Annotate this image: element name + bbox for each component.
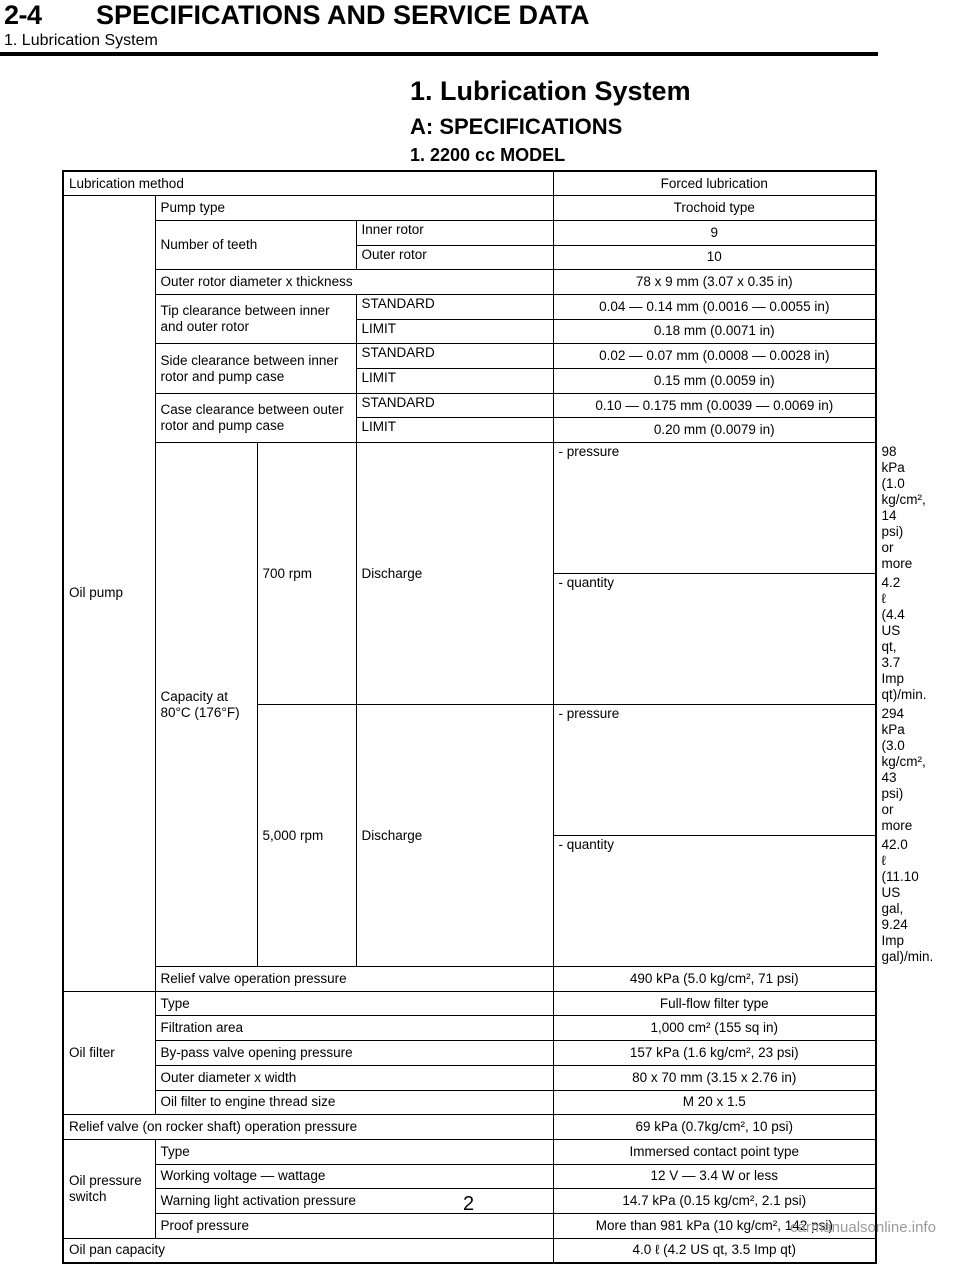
- spec-label: Filtration area: [155, 1016, 553, 1041]
- spec-value: M 20 x 1.5: [553, 1090, 876, 1115]
- sub-label: - quantity: [553, 836, 876, 967]
- rpm-700: 700 rpm: [262, 565, 313, 581]
- page-number: 2: [463, 1193, 475, 1215]
- specifications-heading: A: SPECIFICATIONS: [410, 114, 623, 139]
- spec-label: Relief valve (on rocker shaft) operation pressure: [63, 1115, 553, 1140]
- spec-value: 490 kPa (5.0 kg/cm², 71 psi): [553, 967, 876, 992]
- spec-value: 78 x 9 mm (3.07 x 0.35 in): [553, 270, 876, 295]
- rpm-label: [257, 705, 356, 967]
- table-row: [63, 1065, 876, 1090]
- spec-value: Immersed contact point type: [553, 1139, 876, 1164]
- spec-value: 69 kPa (0.7kg/cm², 10 psi): [553, 1115, 876, 1140]
- section-code: 2-4: [4, 0, 42, 30]
- table-row: [63, 220, 876, 245]
- table-row: [63, 344, 876, 369]
- model-heading: 1. 2200 cc MODEL: [410, 145, 566, 165]
- sub-label: Outer rotor: [356, 245, 553, 270]
- table-row: [63, 967, 876, 992]
- sub-label: STANDARD: [356, 393, 553, 418]
- spec-label: Type: [155, 1139, 553, 1164]
- sub-label: - pressure: [553, 443, 876, 574]
- table-row: [63, 294, 876, 319]
- discharge-label: Discharge: [356, 443, 553, 705]
- group-label-oil-pump: Oil pump: [63, 196, 155, 992]
- spec-value: 0.15 mm (0.0059 in): [553, 369, 876, 394]
- spec-label: Relief valve operation pressure: [155, 967, 553, 992]
- spec-value: 4.0 ℓ (4.2 US qt, 3.5 Imp qt): [553, 1238, 876, 1263]
- spec-value: More than 981 kPa (10 kg/cm², 142 psi): [553, 1213, 876, 1238]
- table-row: [63, 1041, 876, 1066]
- table-row: [63, 270, 876, 295]
- table-row: [63, 1115, 876, 1140]
- spec-value: 9: [553, 220, 876, 245]
- table-row: [63, 991, 876, 1016]
- spec-label: Working voltage — wattage: [155, 1164, 553, 1189]
- spec-label: Type: [155, 991, 553, 1016]
- spec-label: By-pass valve opening pressure: [155, 1041, 553, 1066]
- spec-label: Oil filter to engine thread size: [155, 1090, 553, 1115]
- spec-label: Number of teeth: [155, 220, 356, 269]
- table-row: - quantity 42.0 ℓ (11.10 US gal, 9.24 Imp gal)/min.: [63, 836, 876, 967]
- table-row: [63, 1139, 876, 1164]
- spec-value: Forced lubrication: [553, 171, 876, 196]
- spec-value: Trochoid type: [553, 196, 876, 221]
- spec-value: 0.10 — 0.175 mm (0.0039 — 0.0069 in): [553, 393, 876, 418]
- table-row: 5,000 rpm Discharge - pressure 294 kPa (3.0 kg/cm², 43 psi) or more: [63, 705, 876, 836]
- table-row: Capacity at 80°C (176°F) 700 rpm Discharge - pressure 98 kPa (1.0 kg/cm², 14 psi) or more: [63, 443, 876, 574]
- page-title: 1. Lubrication System: [410, 76, 691, 106]
- table-row: [63, 1213, 876, 1238]
- spec-label: Outer diameter x width: [155, 1065, 553, 1090]
- sub-label: - quantity: [553, 574, 876, 705]
- spec-value: 80 x 70 mm (3.15 x 2.76 in): [553, 1065, 876, 1090]
- sub-label: LIMIT: [356, 418, 553, 443]
- group-label-oil-pressure-switch: Oil pressure switch: [63, 1139, 155, 1238]
- section-subtitle: 1. Lubrication System: [4, 32, 158, 49]
- spec-label: Oil pan capacity: [63, 1238, 553, 1263]
- spec-value: 12 V — 3.4 W or less: [553, 1164, 876, 1189]
- table-row: [63, 1016, 876, 1041]
- spec-value: 0.18 mm (0.0071 in): [553, 319, 876, 344]
- spec-label: Case clearance between outer rotor and pump case: [155, 393, 356, 442]
- spec-label: Side clearance between inner rotor and pump case: [155, 344, 356, 393]
- rpm-5000: 5,000 rpm: [262, 827, 324, 843]
- capacity-label: Capacity at 80°C (176°F): [155, 443, 257, 967]
- table-row: - quantity 4.2 ℓ (4.4 US qt, 3.7 Imp qt)/min.: [63, 574, 876, 705]
- spec-value: 157 kPa (1.6 kg/cm², 23 psi): [553, 1041, 876, 1066]
- header-rule: [0, 52, 878, 56]
- table-row: [63, 393, 876, 418]
- group-label-oil-filter: Oil filter: [63, 991, 155, 1114]
- rpm-label: [257, 443, 356, 705]
- sub-label: - pressure: [553, 705, 876, 836]
- table-row: [63, 171, 876, 196]
- sub-label: STANDARD: [356, 344, 553, 369]
- table-row: [63, 196, 876, 221]
- spec-value: 0.04 — 0.14 mm (0.0016 — 0.0055 in): [553, 294, 876, 319]
- watermark: carmanualsonline.info: [790, 1219, 936, 1236]
- table-row: [63, 1090, 876, 1115]
- spec-label: Lubrication method: [63, 171, 553, 196]
- spec-value: 10: [553, 245, 876, 270]
- sub-label: STANDARD: [356, 294, 553, 319]
- spec-label: Outer rotor diameter x thickness: [155, 270, 553, 295]
- spec-label: Proof pressure: [155, 1213, 553, 1238]
- spec-value: Full-flow filter type: [553, 991, 876, 1016]
- sub-label: LIMIT: [356, 369, 553, 394]
- sub-label: Inner rotor: [356, 220, 553, 245]
- section-title: SPECIFICATIONS AND SERVICE DATA: [96, 0, 590, 30]
- spec-value: 14.7 kPa (0.15 kg/cm², 2.1 psi): [553, 1189, 876, 1214]
- spec-label: Warning light activation pressure: [155, 1189, 553, 1214]
- spec-value: 0.02 — 0.07 mm (0.0008 — 0.0028 in): [553, 344, 876, 369]
- spec-label: Pump type: [155, 196, 553, 221]
- discharge-label: Discharge: [356, 705, 553, 967]
- spec-value: 0.20 mm (0.0079 in): [553, 418, 876, 443]
- specifications-table: [62, 170, 934, 1264]
- table-row: [63, 1164, 876, 1189]
- spec-value: 1,000 cm² (155 sq in): [553, 1016, 876, 1041]
- spec-label: Tip clearance between inner and outer rotor: [155, 294, 356, 343]
- sub-label: LIMIT: [356, 319, 553, 344]
